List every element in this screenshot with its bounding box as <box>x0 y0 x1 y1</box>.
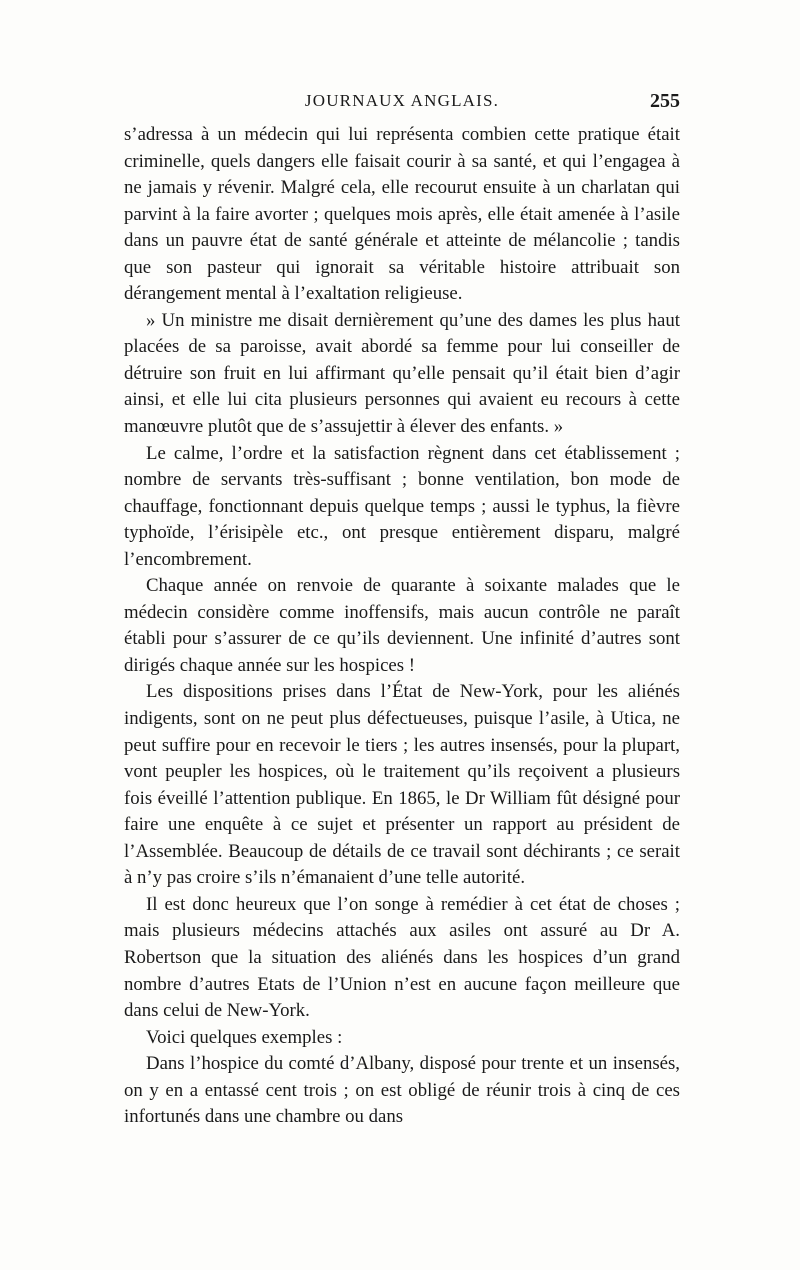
paragraph: Dans l’hospice du comté d’Albany, disposé pour trente et un insensés, on y en a entassé cent trois ; on est obligé de réunir trois à cinq de ces infortunés dans une chambre ou dans <box>124 1053 680 1128</box>
running-head <box>124 88 680 114</box>
body-text <box>124 122 680 1131</box>
paragraph: Chaque année on renvoie de quarante à soixante malades que le médecin considère comme inoffensifs, mais aucun contrôle ne paraît établi pour s’assurer de ce qu’ils deviennent. Une infinité d’autres sont dirigés chaque année sur les hospices ! <box>124 575 680 676</box>
paragraph: » Un ministre me disait dernièrement qu’une des dames les plus haut placées de sa paroisse, avait abordé sa femme pour lui conseiller de détruire son fruit en lui affirmant qu’elle pensait qu’il était bien d’agir ainsi, et elle lui cita plusieurs personnes qui avaient eu recours à cette manœuvre plutôt que de s’assujettir à élever des enfants. » <box>124 309 680 438</box>
paragraph: Le calme, l’ordre et la satisfaction règnent dans cet établissement ; nombre de servants très-suffisant ; bonne ventilation, bon mode de chauffage, fonctionnant depuis quelque temps ; aussi le typhus, la fièvre typhoïde, l’érisipèle etc., ont presque entièrement disparu, malgré l’encombrement. <box>124 442 680 570</box>
paragraph: Les dispositions prises dans l’État de New-York, pour les aliénés indigents, sont on ne peut plus défectueuses, puisque l’asile, à Utica, ne peut suffire pour en recevoir le tiers ; les autres insensés, pour la plupart, vont peupler les hospices, où le traitement qu’ils reçoivent a plusieurs fois éveillé l’attention publique. En 1865, le Dr William fût désigné pour faire une enquête à ce sujet et présenter un rapport au président de l’Assemblée. Beaucoup de détails de ce travail sont déchirants ; ce serait à n’y pas croire s’ils n’émanaient d’une telle autorité. <box>124 681 680 889</box>
paragraph: s’adressa à un médecin qui lui représenta combien cette pratique était criminelle, quels dangers elle faisait courir à sa santé, et qui l’engagea à ne jamais y révenir. Malgré cela, elle recourut ensuite à un charlatan qui parvint à la faire avorter ; quelques mois après, elle était amenée à l’asile dans un pauvre état de santé générale et atteinte de mélancolie ; tandis que son pasteur qui ignorait sa véritable histoire attribuait son dérangement mental à l’exaltation religieuse. <box>124 124 680 305</box>
running-title: JOURNAUX ANGLAIS. <box>304 91 500 110</box>
page-number: 255 <box>650 90 680 112</box>
paragraph: Voici quelques exemples : <box>146 1026 343 1048</box>
paragraph: Il est donc heureux que l’on songe à remédier à cet état de choses ; mais plusieurs médecins attachés aux asiles ont assuré au Dr A. Robertson que la situation des aliénés dans les hospices d’un grand nombre d’autres Etats de l’Union n’est en aucune façon meilleure que dans celui de New-York. <box>124 893 680 1022</box>
